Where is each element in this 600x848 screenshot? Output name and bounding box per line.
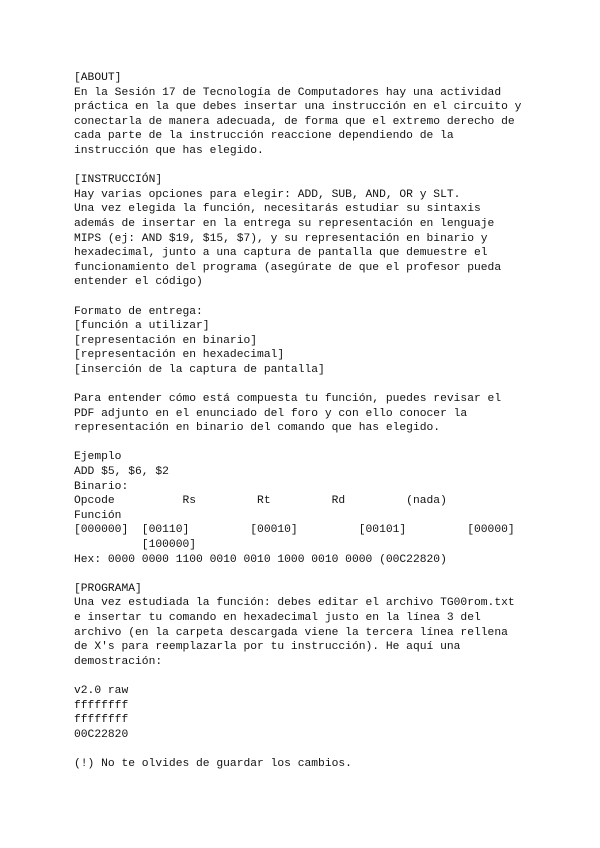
instruccion-line: hexadecimal, junto a una captura de pantalla que demuestre el (74, 247, 488, 260)
file-line: ffffffff (74, 714, 129, 727)
blank-line (74, 377, 544, 392)
blank-line (74, 290, 544, 305)
section-header-about: [ABOUT] (74, 72, 122, 84)
about-line: conectarla de manera adecuada, de forma que el extremo derecho de (74, 115, 515, 128)
instruccion-line: MIPS (ej: AND $19, $15, $7), y su representación en binario y (74, 232, 488, 245)
programa-note: (!) No te olvides de guardar los cambios. (74, 757, 352, 770)
blank-line (74, 669, 544, 684)
file-line: 00C22820 (74, 728, 129, 741)
formato-item: [función a utilizar] (74, 320, 210, 333)
entender-line: representación en binario del comando que has elegido. (74, 422, 441, 435)
programa-line: demostración: (74, 655, 163, 668)
programa-line: de X's para reemplazarla por tu instrucción). He aquí una (74, 641, 461, 654)
formato-title: Formato de entrega: (74, 305, 203, 318)
entender-line: PDF adjunto en el enunciado del foro y con ello conocer la (74, 407, 468, 420)
ejemplo-title: Ejemplo (74, 451, 122, 464)
instruccion-line: funcionamiento del programa (asegúrate de que el profesor pueda (74, 261, 502, 274)
blank-line (74, 742, 544, 757)
ejemplo-funcion-label: Función (74, 509, 122, 522)
ejemplo-binario-label: Binario: (74, 480, 129, 493)
instruccion-line: Hay varias opciones para elegir: ADD, SUB, AND, OR y SLT. (74, 188, 461, 201)
ejemplo-instruction: ADD $5, $6, $2 (74, 466, 169, 479)
formato-item: [representación en binario] (74, 334, 258, 347)
blank-line (74, 567, 544, 582)
instruccion-line: entender el código) (74, 276, 203, 289)
programa-line: Una vez estudiada la función: debes editar el archivo TG00rom.txt (74, 597, 515, 610)
instruccion-line: Una vez elegida la función, necesitarás estudiar su sintaxis (74, 203, 481, 216)
ejemplo-hex-line: Hex: 0000 0000 1100 0010 0010 1000 0010 0000 (00C22820) (74, 553, 447, 566)
about-line: cada parte de la instrucción reaccione dependiendo de la (74, 130, 454, 143)
about-line: práctica en la que debes insertar una instrucción en el circuito y (74, 101, 522, 114)
about-line: En la Sesión 17 de Tecnología de Computadores hay una actividad (74, 86, 502, 99)
programa-line: e insertar tu comando en hexadecimal justo en la línea 3 del (74, 611, 481, 624)
instruccion-line: además de insertar en la entrega su representación en lenguaje (74, 217, 495, 230)
section-header-instruccion: [INSTRUCCIÓN] (74, 174, 163, 187)
entender-line: Para entender cómo está compuesta tu función, puedes revisar el (74, 393, 502, 406)
about-line: instrucción que has elegido. (74, 144, 264, 157)
formato-item: [representación en hexadecimal] (74, 349, 285, 362)
programa-line: archivo (en la carpeta descargada viene la tercera línea rellena (74, 626, 508, 639)
blank-line (74, 436, 544, 451)
ejemplo-fields-line: Opcode Rs Rt Rd (nada) (74, 495, 447, 508)
section-header-programa: [PROGRAMA] (74, 582, 142, 595)
file-line: ffffffff (74, 699, 129, 712)
formato-item: [inserción de la captura de pantalla] (74, 363, 325, 376)
blank-line (74, 159, 544, 174)
ejemplo-bits-line-2: [100000] (74, 539, 197, 551)
file-line: v2.0 raw (74, 684, 129, 697)
document-text (74, 71, 544, 772)
ejemplo-bits-line: [000000] [00110] [00010] [00101] [00000] (74, 524, 515, 537)
